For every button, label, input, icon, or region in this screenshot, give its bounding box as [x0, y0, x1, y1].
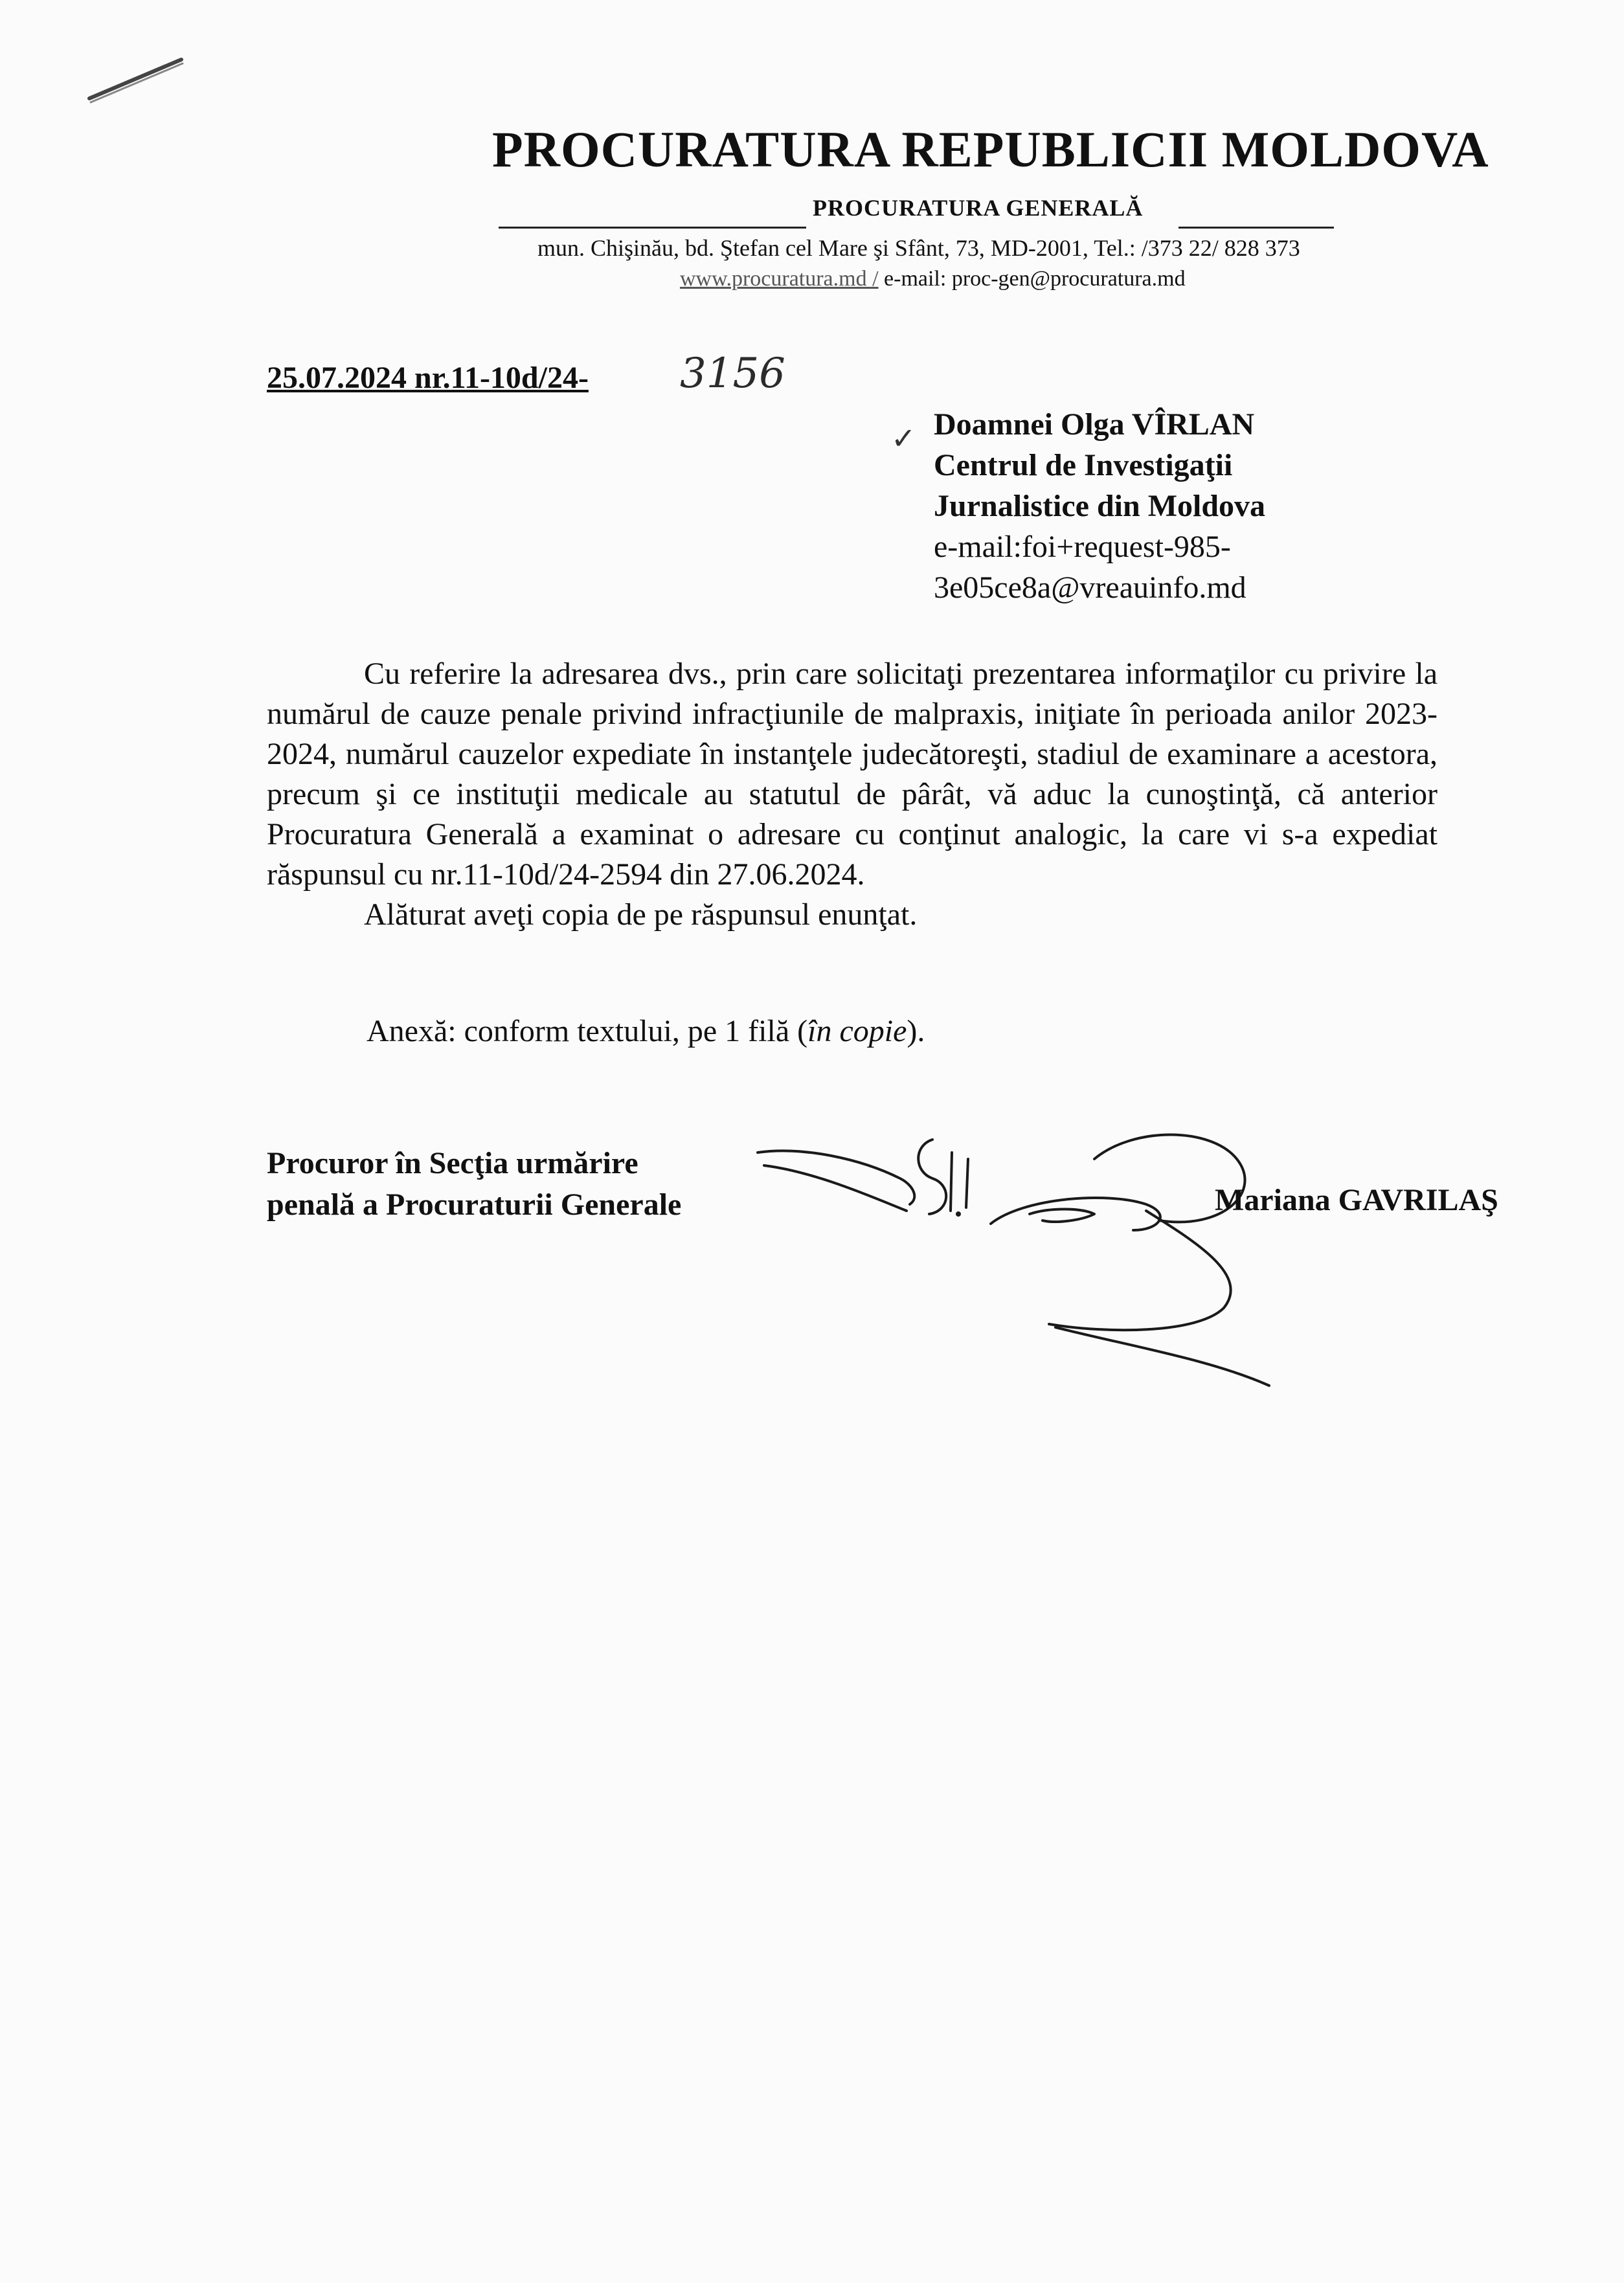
annex-suffix: ). — [907, 1014, 925, 1048]
body-paragraph-2: Alăturat aveţi copia de pe răspunsul enunţat. — [364, 897, 918, 932]
institution-email: e-mail: proc-gen@procuratura.md — [884, 267, 1186, 291]
signer-role — [267, 1143, 681, 1226]
signer-name: Mariana GAVRILAŞ — [1215, 1183, 1498, 1217]
reference-date-number: 25.07.2024 nr.11-10d/24- — [267, 361, 589, 395]
scan-mark — [84, 52, 194, 110]
body-paragraph-1: Cu referire la adresarea dvs., prin care solicitaţi prezentarea informaţilor cu privire la numărul de cauze penale privind infracţiunile de malpraxis, iniţiate în perioada anilor 2023-2024, numărul cauzelor expediate în instanţele judecătoreşti, stadiul de examinare a acestora, precum şi ce instituţii medicale au statutul de pârât, vă aduc la cunoştinţă, că anterior Procuratura Generală a examinat o adresare cu conţinut analogic, la care vi s-a expediat răspunsul cu nr.11-10d/24-2594 din 27.06.2024. — [267, 657, 1438, 892]
letter-body — [267, 654, 1438, 935]
check-mark-icon: ✓ — [891, 422, 916, 455]
department-name: PROCURATURA GENERALĂ — [813, 195, 1144, 221]
recipient-name: Doamnei Olga VÎRLAN — [934, 407, 1255, 442]
institution-contacts — [680, 267, 1186, 291]
annex-prefix: Anexă: conform textului, pe 1 filă ( — [367, 1014, 808, 1048]
website-link[interactable]: www.procuratura.md / — [680, 267, 879, 291]
header-rule-right — [1179, 227, 1334, 229]
signer-role-line1: Procuror în Secţia urmărire — [267, 1146, 638, 1180]
recipient-block — [934, 404, 1265, 608]
institution-address: mun. Chişinău, bd. Ştefan cel Mare şi Sfânt, 73, MD-2001, Tel.: /373 22/ 828 373 — [537, 235, 1300, 261]
annex-italic: în copie — [807, 1014, 907, 1048]
document-reference — [267, 360, 589, 396]
recipient-org-line2: Jurnalistice din Moldova — [934, 489, 1266, 523]
signer-role-line2: penală a Procuraturii Generale — [267, 1187, 682, 1222]
recipient-email-line2: 3e05ce8a@vreauinfo.md — [934, 570, 1246, 605]
recipient-email-line1: e-mail:foi+request-985- — [934, 530, 1231, 564]
recipient-org-line1: Centrul de Investigaţii — [934, 448, 1233, 482]
handwritten-reference-number: 3156 — [680, 350, 785, 398]
institution-title: PROCURATURA REPUBLICII MOLDOVA — [492, 121, 1489, 177]
header-rule-left — [499, 227, 806, 229]
handwritten-signature — [745, 1101, 1327, 1399]
department-row — [499, 194, 1489, 233]
annex-line — [367, 1013, 925, 1049]
